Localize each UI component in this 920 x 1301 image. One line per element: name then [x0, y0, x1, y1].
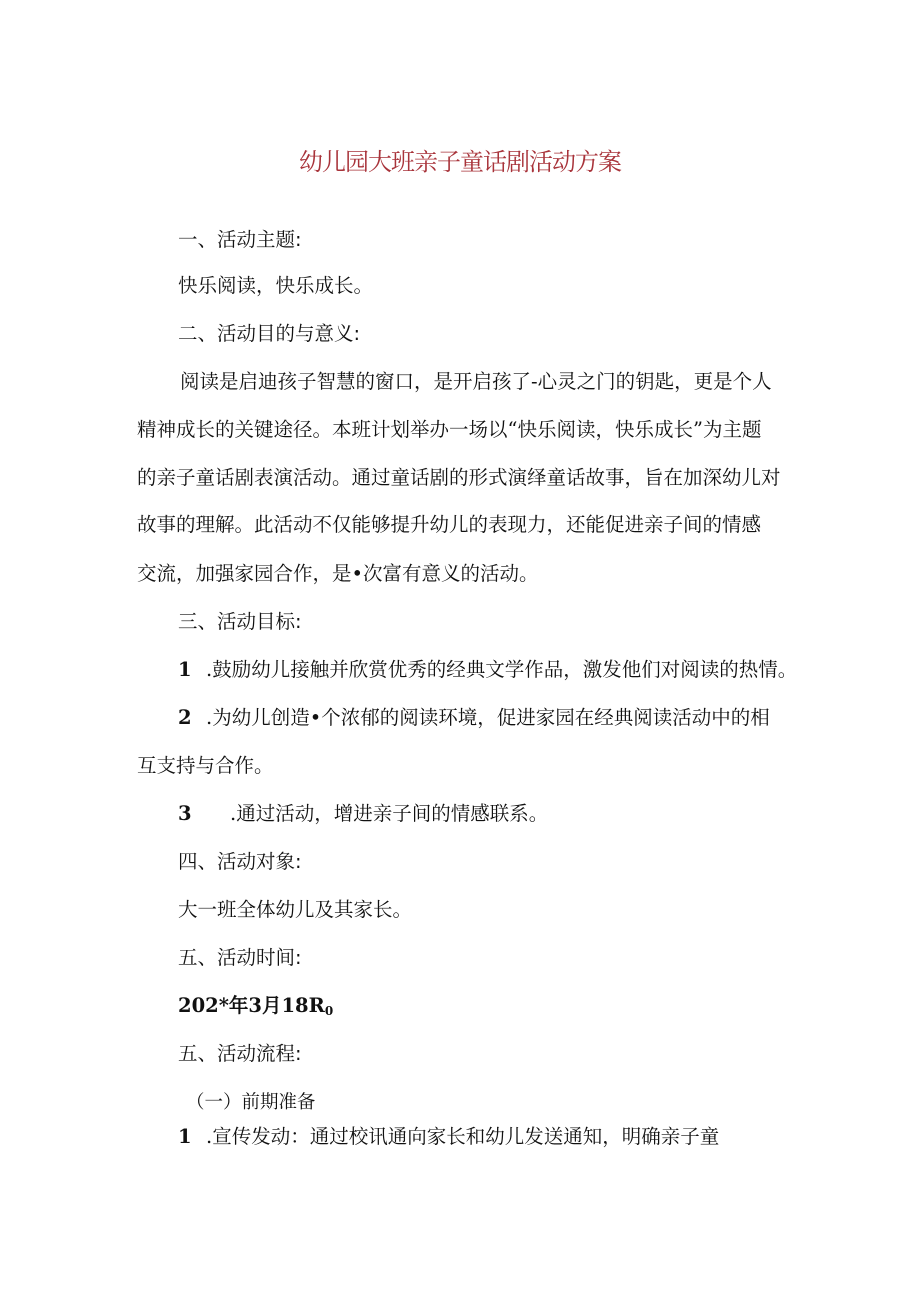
goal-item-2-number: 2: [178, 706, 192, 729]
goal-item-3: [178, 801, 548, 827]
goal-item-3-number: 3: [178, 802, 192, 825]
goal-item-1-text: .鼓励幼儿接触并欣赏优秀的经典文学作品，激发他们对阅读的热情。: [206, 658, 798, 681]
purpose-line-4: 故事的理解。此活动不仅能够提升幼儿的表现力，还能促进亲子间的情感: [137, 513, 762, 536]
purpose-line-3: 的亲子童话剧表演活动。通过童话剧的形式演绎童话故事，旨在加深幼儿对: [137, 466, 781, 489]
process-subheading-preparation: （一）前期准备: [186, 1092, 316, 1113]
section-heading-purpose: 二、活动目的与意义:: [178, 322, 361, 345]
document-title: 幼儿园大班亲子童话剧活动方案: [299, 148, 621, 176]
section-heading-theme: 一、活动主题:: [178, 228, 302, 251]
section-heading-time: 五、活动时间:: [178, 946, 302, 969]
section-heading-goals: 三、活动目标:: [178, 610, 302, 633]
goal-item-2-text: .为幼儿创造•个浓郁的阅读环境，促进家园在经典阅读活动中的相: [206, 706, 770, 729]
purpose-line-1: 阅读是启迪孩子智慧的窗口，是开启孩了-心灵之门的钥匙，更是个人: [180, 370, 772, 393]
process-item-1-text: .宣传发动：通过校讯通向家长和幼儿发送通知，明确亲子童: [206, 1125, 720, 1148]
audience-text: 大一班全体幼儿及其家长。: [178, 898, 413, 921]
activity-date: [178, 993, 333, 1024]
goal-item-3-text: .通过活动，增进亲子间的情感联系。: [230, 802, 549, 825]
section-heading-audience: 四、活动对象:: [178, 850, 302, 873]
theme-text: 快乐阅读，快乐成长。: [178, 274, 374, 297]
goal-item-1: [178, 657, 797, 683]
goal-item-1-number: 1: [178, 658, 192, 681]
section-heading-process: 五、活动流程:: [178, 1042, 302, 1065]
purpose-line-2: 精神成长的关键途径。本班计划举办一场以“快乐阅读，快乐成长”为主题: [137, 418, 762, 441]
activity-date-subscript: 0: [324, 1004, 334, 1018]
activity-date-main: 202*年3月18R: [178, 994, 325, 1017]
process-item-1: [178, 1124, 719, 1150]
goal-item-2: [178, 705, 770, 731]
goal-item-2-continuation: 互支持与合作。: [137, 754, 274, 777]
process-item-1-number: 1: [178, 1125, 192, 1148]
purpose-line-5: 交流，加强家园合作，是•次富有意义的活动。: [137, 562, 539, 585]
